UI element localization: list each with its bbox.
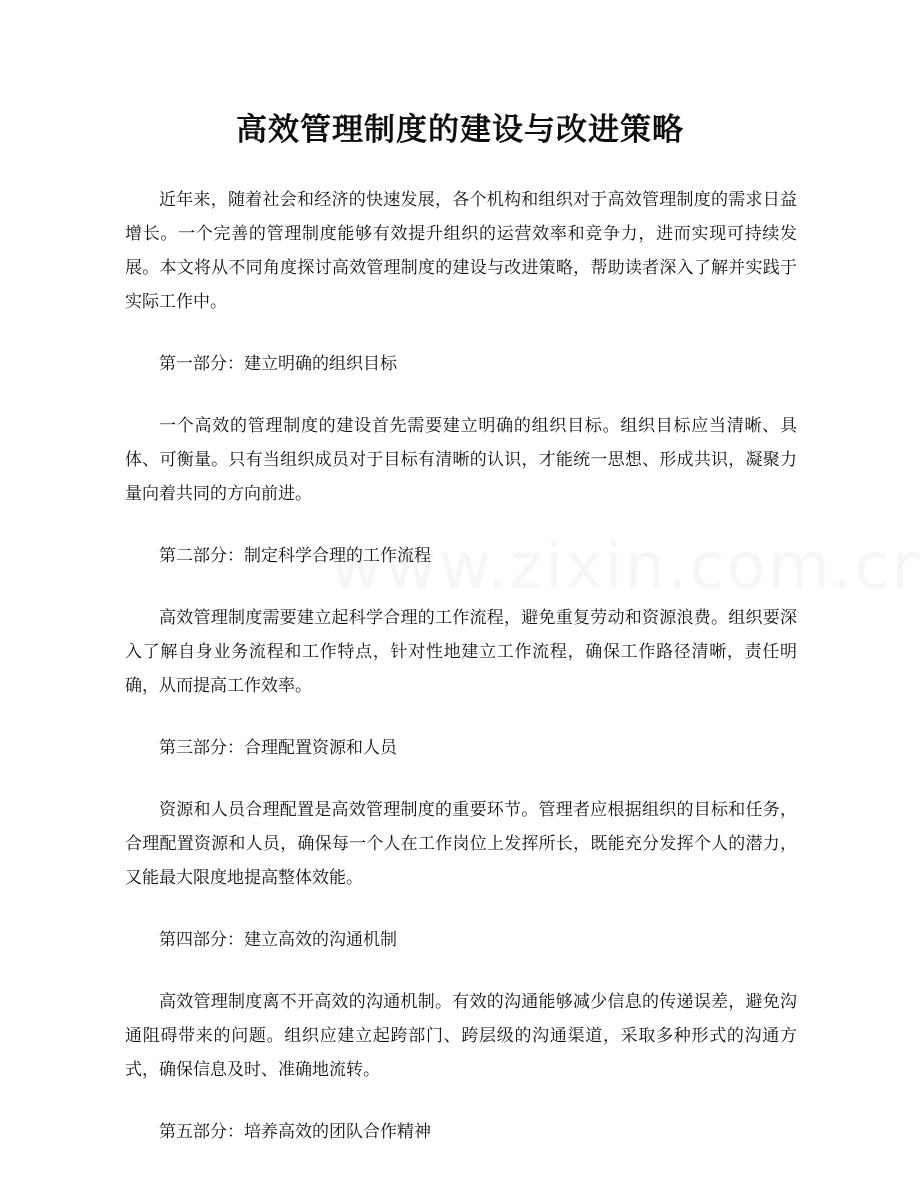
intro-paragraph: 近年来，随着社会和经济的快速发展，各个机构和组织对于高效管理制度的需求日益增长。一个完善的管理制度能够有效提升组织的运营效率和竞争力，进而实现可持续发展。本文将从不同角度探讨高效管理制度的建设与改进策略，帮助读者深入了解并实践于实际工作中。 <box>125 190 797 312</box>
section-heading-4: 第四部分：建立高效的沟通机制 <box>159 930 397 950</box>
section-paragraph-2: 高效管理制度需要建立起科学合理的工作流程，避免重复劳动和资源浪费。组织要深入了解自身业务流程和工作特点，针对性地建立工作流程，确保工作路径清晰，责任明确，从而提高工作效率。 <box>125 608 797 696</box>
section-heading-5: 第五部分：培养高效的团队合作精神 <box>159 1122 431 1142</box>
section-paragraph-3: 资源和人员合理配置是高效管理制度的重要环节。管理者应根据组织的目标和任务，合理配置资源和人员，确保每一个人在工作岗位上发挥所长，既能充分发挥个人的潜力，又能最大限度地提高整体效能。 <box>125 800 797 888</box>
section-heading-3: 第三部分：合理配置资源和人员 <box>159 738 397 758</box>
section-heading-1: 第一部分：建立明确的组织目标 <box>159 354 397 374</box>
page-title: 高效管理制度的建设与改进策略 <box>236 112 684 148</box>
section-heading-2: 第二部分：制定科学合理的工作流程 <box>159 546 431 566</box>
section-paragraph-1: 一个高效的管理制度的建设首先需要建立明确的组织目标。组织目标应当清晰、具体、可衡量。只有当组织成员对于目标有清晰的认识，才能统一思想、形成共识，凝聚力量向着共同的方向前进。 <box>125 416 797 504</box>
document-body <box>125 183 797 1177</box>
section-paragraph-4: 高效管理制度离不开高效的沟通机制。有效的沟通能够减少信息的传递误差，避免沟通阻碍带来的问题。组织应建立起跨部门、跨层级的沟通渠道，采取多种形式的沟通方式，确保信息及时、准确地流转。 <box>125 992 797 1080</box>
